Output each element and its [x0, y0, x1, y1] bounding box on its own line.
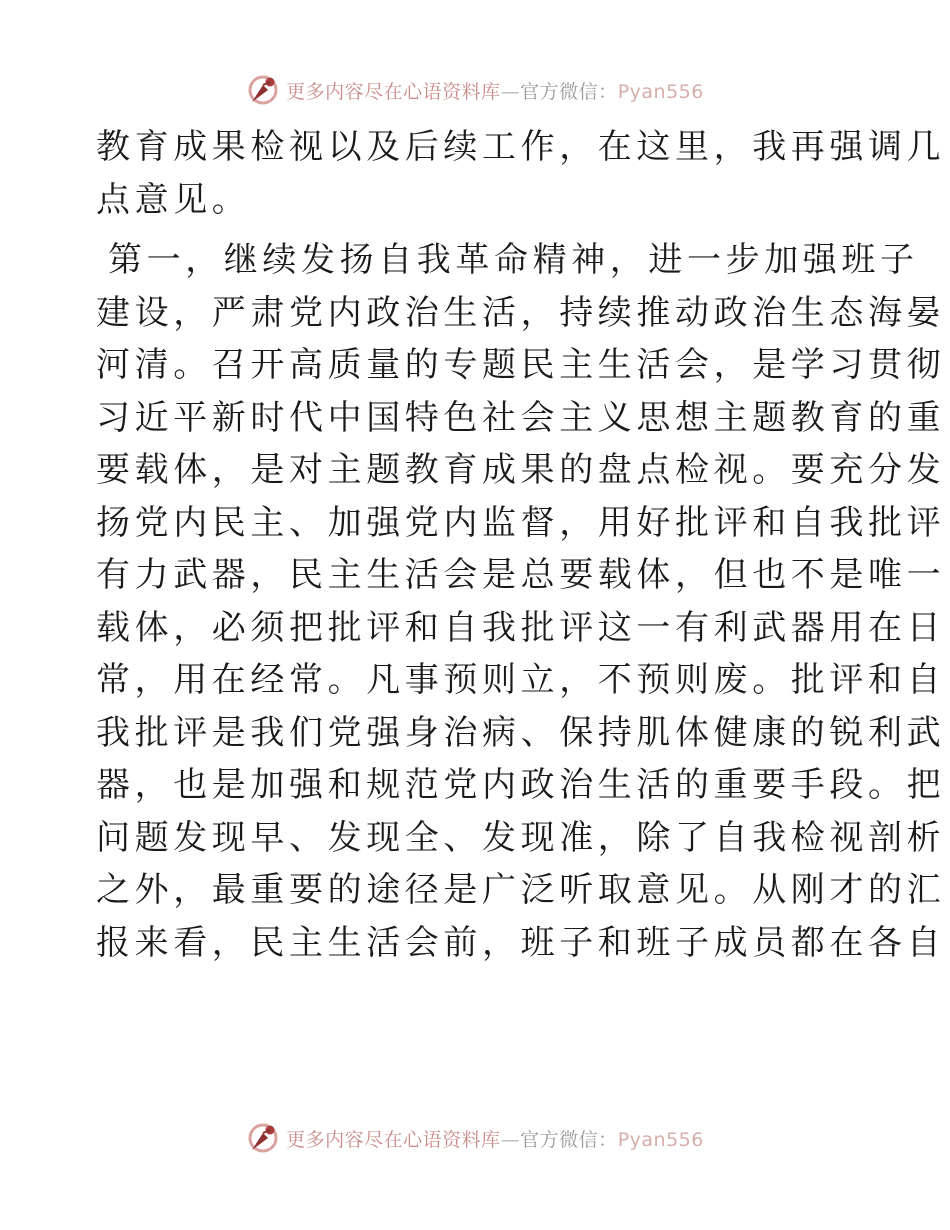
- watermark-label: 官方微信：: [520, 80, 618, 103]
- text-line: 载体，必须把批评和自我批评这一有利武器用在日: [96, 607, 946, 648]
- text-line: 器，也是加强和规范党内政治生活的重要手段。把: [96, 765, 946, 805]
- watermark-site: 更多内容尽在心语资料库: [286, 80, 501, 103]
- paragraph-2: [96, 234, 946, 969]
- text-line: 我批评是我们党强身治病、保持肌体健康的锐利武: [96, 712, 946, 753]
- text-line: 第一，继续发扬自我革命精神，进一步加强班子: [108, 240, 919, 280]
- footer-watermark: [0, 1118, 950, 1158]
- text-line: 点意见。: [96, 179, 251, 220]
- watermark-account: Pyan556: [617, 1128, 704, 1151]
- text-line: 之外，最重要的途径是广泛听取意见。从刚才的汇: [96, 870, 946, 910]
- text-line: 河清。召开高质量的专题民主生活会，是学习贯彻: [96, 345, 946, 385]
- paragraph-1: [96, 121, 946, 226]
- text-line: 习近平新时代中国特色社会主义思想主题教育的重: [96, 397, 946, 438]
- pen-nib-logo-icon: [246, 1121, 280, 1155]
- watermark-dash: —: [500, 1128, 521, 1151]
- text-line: 教育成果检视以及后续工作，在这里，我再强调几: [96, 127, 946, 167]
- header-watermark: [0, 70, 950, 110]
- watermark-site: 更多内容尽在心语资料库: [286, 1128, 501, 1151]
- watermark-account: Pyan556: [617, 80, 704, 103]
- watermark-text: [286, 77, 704, 104]
- watermark-text: [286, 1125, 704, 1152]
- text-line: 报来看，民主生活会前，班子和班子成员都在各自: [96, 922, 946, 963]
- pen-nib-logo-icon: [246, 73, 280, 107]
- text-line: 问题发现早、发现全、发现准，除了自我检视剖析: [96, 817, 946, 858]
- text-line: 建设，严肃党内政治生活，持续推动政治生态海晏: [96, 292, 946, 333]
- watermark-dash: —: [500, 80, 521, 103]
- text-line: 常，用在经常。凡事预则立，不预则废。批评和自: [96, 660, 946, 700]
- watermark-label: 官方微信：: [520, 1128, 618, 1151]
- text-line: 要载体，是对主题教育成果的盘点检视。要充分发: [96, 450, 946, 490]
- text-line: 扬党内民主、加强党内监督，用好批评和自我批评: [96, 502, 946, 543]
- document-body: [96, 121, 946, 969]
- text-line: 有力武器，民主生活会是总要载体，但也不是唯一: [96, 555, 946, 595]
